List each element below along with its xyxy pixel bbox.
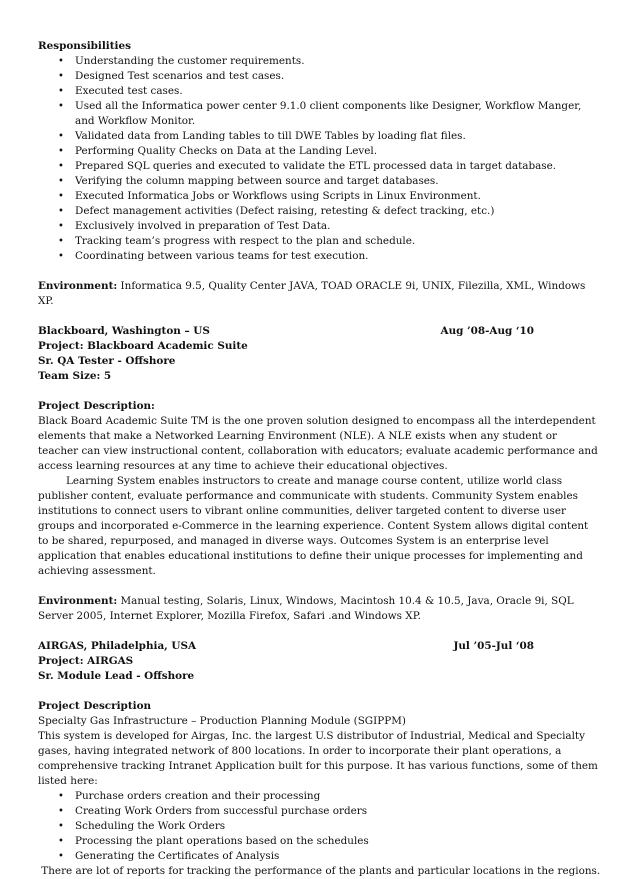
- list-item: • Performing Quality Checks on Data at the Landing Level.: [38, 144, 598, 159]
- closing-line: There are lot of reports for tracking the performance of the plants and particular locations in the regions.: [38, 865, 601, 877]
- job-header-blackboard: [38, 324, 598, 339]
- list-item: • Prepared SQL queries and executed to validate the ETL processed data in target database.: [38, 159, 598, 174]
- project-name: Project: Blackboard Academic Suite: [38, 340, 248, 352]
- job-dates: Aug ’08-Aug ‘10: [440, 325, 534, 337]
- job-dates: Jul ’05-Jul ‘08: [453, 640, 534, 652]
- list-item: • Defect management activities (Defect raising, retesting & defect tracking, etc.): [38, 204, 598, 219]
- functions-list: [38, 789, 598, 864]
- responsibilities-heading: Responsibilities: [38, 40, 131, 52]
- list-item: • Executed Informatica Jobs or Workflows using Scripts in Linux Environment.: [38, 189, 598, 204]
- project-description-para: Black Board Academic Suite TM is the one proven solution designed to encompass all the interdependent elements that make a Networked Learning Environment (NLE). A NLE exists when any student or teacher can view instructional content, collaboration with educators; evaluate academic performance and access learning resources at any time to achieve their educational objectives.: [38, 415, 598, 472]
- list-item: • Used all the Informatica power center 9.1.0 client components like Designer, Workflow Manger, and Workflow Monitor.: [38, 99, 598, 129]
- list-item: • Validated data from Landing tables to till DWE Tables by loading flat files.: [38, 129, 598, 144]
- list-item: • Scheduling the Work Orders: [38, 819, 598, 834]
- list-item: • Processing the plant operations based on the schedules: [38, 834, 598, 849]
- list-item: • Exclusively involved in preparation of Test Data.: [38, 219, 598, 234]
- environment-text: Informatica 9.5, Quality Center JAVA, TOAD ORACLE 9i, UNIX, Filezilla, XML, Windows XP.: [38, 280, 586, 307]
- job-header-airgas: [38, 639, 598, 654]
- project-description-para: This system is developed for Airgas, Inc. the largest U.S distributor of Industrial, Medical and Specialty gases, having integrated network of 800 locations. In order to incorporate their plant operations, a comprehensive tracking Intranet Application built for this purpose. It has various functions, some of them listed here:: [38, 730, 598, 787]
- environment-label: Environment:: [38, 595, 118, 607]
- list-item: • Executed test cases.: [38, 84, 598, 99]
- project-subtitle: Specialty Gas Infrastructure – Production Planning Module (SGIPPM): [38, 715, 406, 727]
- responsibilities-list: [38, 54, 598, 264]
- list-item: • Tracking team’s progress with respect to the plan and schedule.: [38, 234, 598, 249]
- job-role: Sr. Module Lead - Offshore: [38, 670, 195, 682]
- environment-label: Environment:: [38, 280, 118, 292]
- company-name: Blackboard, Washington – US: [38, 325, 210, 337]
- project-description-heading: Project Description: [38, 700, 152, 712]
- project-name: Project: AIRGAS: [38, 655, 134, 667]
- list-item: • Designed Test scenarios and test cases.: [38, 69, 598, 84]
- environment-line-2: [38, 594, 598, 624]
- list-item: • Purchase orders creation and their processing: [38, 789, 598, 804]
- list-item: • Verifying the column mapping between source and target databases.: [38, 174, 598, 189]
- project-description-para: Learning System enables instructors to create and manage course content, utilize world class publisher content, evaluate performance and communicate with students. Community System enables institutions to connect users to vibrant online communities, deliver targeted content to diverse user groups and incorporated e-Commerce in the learning experience. Content System allows digital content to be shared, repurposed, and managed in diverse ways. Outcomes System is an enterprise level application that enables educational institutions to define their unique processes for implementing and achieving assessment.: [38, 475, 589, 577]
- list-item: • Understanding the customer requirements.: [38, 54, 598, 69]
- company-name: AIRGAS, Philadelphia, USA: [38, 640, 197, 652]
- environment-text: Manual testing, Solaris, Linux, Windows, Macintosh 10.4 & 10.5, Java, Oracle 9i, SQL Server 2005, Internet Explorer, Mozilla Firefox, Safari .and Windows XP.: [38, 595, 574, 622]
- resume-page: [38, 39, 601, 879]
- list-item: • Generating the Certificates of Analysis: [38, 849, 598, 864]
- project-description-heading: Project Description:: [38, 400, 155, 412]
- list-item: • Creating Work Orders from successful purchase orders: [38, 804, 598, 819]
- list-item: • Coordinating between various teams for test execution.: [38, 249, 598, 264]
- job-role: Sr. QA Tester - Offshore: [38, 355, 176, 367]
- team-size: Team Size: 5: [38, 370, 112, 382]
- environment-line-1: [38, 279, 598, 309]
